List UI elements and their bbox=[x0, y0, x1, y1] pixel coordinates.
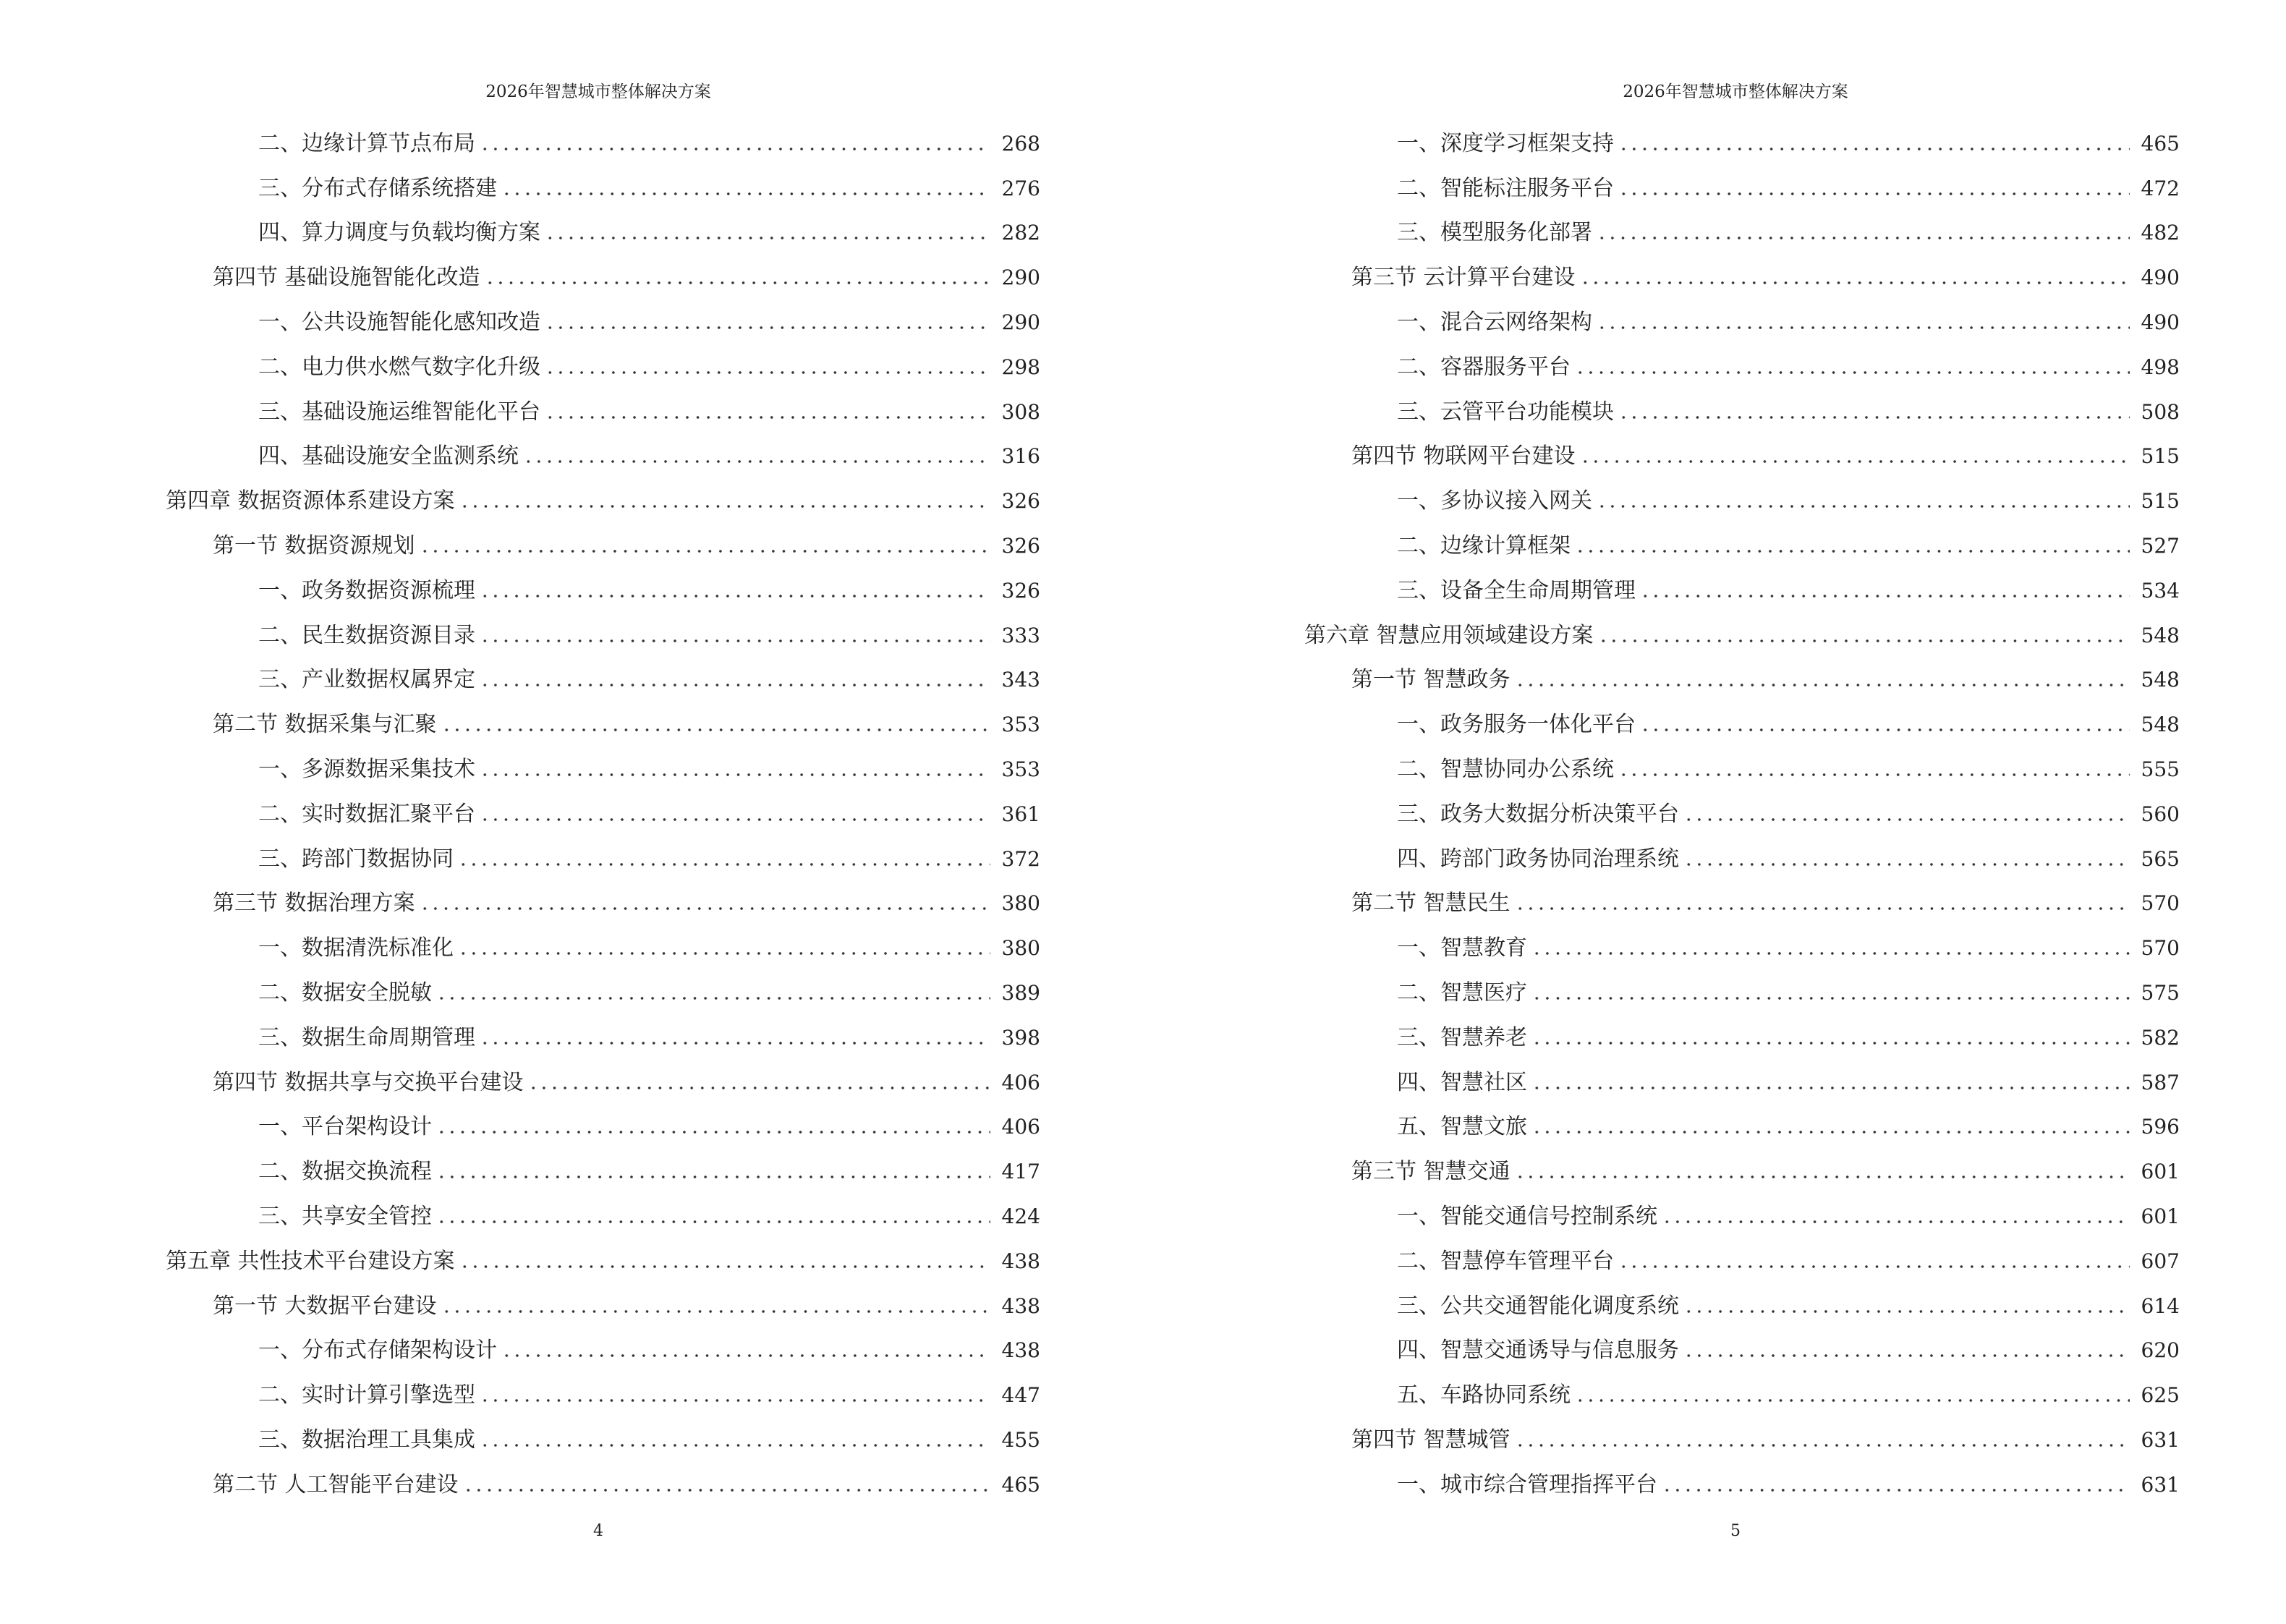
toc-subsection-entry[interactable] bbox=[166, 786, 1040, 831]
toc-entry-title: 二、实时数据汇聚平台 bbox=[258, 801, 475, 827]
toc-entry-page: 482 bbox=[2141, 221, 2180, 245]
toc-entry-page: 389 bbox=[1001, 980, 1040, 1005]
toc-entry-title: 四、智慧社区 bbox=[1397, 1069, 1527, 1095]
toc-subsection-entry[interactable] bbox=[166, 965, 1040, 1010]
dot-leader bbox=[1683, 1351, 2130, 1360]
dot-leader bbox=[1580, 279, 2130, 287]
toc-subsection-entry[interactable] bbox=[166, 1412, 1040, 1457]
dot-leader bbox=[1531, 949, 2130, 958]
toc-entry-title: 一、深度学习框架支持 bbox=[1397, 130, 1614, 156]
toc-entry-page: 490 bbox=[2141, 265, 2180, 290]
toc-section-entry[interactable] bbox=[166, 876, 1040, 921]
toc-entry-title: 第三节 智慧交通 bbox=[1351, 1159, 1510, 1185]
toc-section-entry[interactable] bbox=[166, 518, 1040, 563]
toc-entry-title: 五、车路协同系统 bbox=[1397, 1382, 1571, 1408]
toc-entry-page: 447 bbox=[1001, 1383, 1040, 1408]
dot-leader bbox=[480, 681, 990, 689]
toc-entry-page: 587 bbox=[2141, 1070, 2180, 1094]
toc-section-entry[interactable] bbox=[166, 1457, 1040, 1502]
toc-subsection-entry[interactable] bbox=[1304, 1233, 2180, 1278]
dot-leader bbox=[436, 1128, 990, 1136]
toc-subsection-entry[interactable] bbox=[166, 1144, 1040, 1189]
dot-leader bbox=[458, 949, 990, 958]
toc-subsection-entry[interactable] bbox=[166, 384, 1040, 429]
toc-entry-title: 三、数据治理工具集成 bbox=[258, 1427, 475, 1453]
toc-entry-title: 第一节 数据资源规划 bbox=[213, 532, 415, 558]
dot-leader bbox=[1662, 1217, 2130, 1226]
toc-entry-page: 353 bbox=[1001, 713, 1040, 737]
dot-leader bbox=[441, 1307, 990, 1316]
toc-entry-page: 424 bbox=[1001, 1204, 1040, 1228]
toc-entry-title: 三、跨部门数据协同 bbox=[258, 846, 454, 872]
toc-entry-page: 620 bbox=[2141, 1338, 2180, 1363]
toc-entry-page: 631 bbox=[2141, 1427, 2180, 1452]
dot-leader bbox=[1597, 502, 2130, 511]
toc-entry-title: 四、智慧交通诱导与信息服务 bbox=[1397, 1338, 1679, 1364]
toc-subsection-entry[interactable] bbox=[1304, 965, 2180, 1010]
toc-subsection-entry[interactable] bbox=[1304, 205, 2180, 250]
toc-entry-title: 三、设备全生命周期管理 bbox=[1397, 577, 1636, 603]
toc-subsection-entry[interactable] bbox=[1304, 563, 2180, 608]
toc-entry-title: 三、产业数据权属界定 bbox=[258, 667, 475, 693]
toc-entry-title: 第五章 共性技术平台建设方案 bbox=[166, 1248, 455, 1274]
running-header: 2026年智慧城市整体解决方案 bbox=[1623, 82, 1848, 101]
toc-subsection-entry[interactable] bbox=[1304, 697, 2180, 741]
toc-entry-page: 508 bbox=[2141, 399, 2180, 424]
toc-entry-page: 575 bbox=[2141, 980, 2180, 1005]
toc-subsection-entry[interactable] bbox=[166, 741, 1040, 786]
dot-leader bbox=[545, 323, 990, 332]
toc-entry-title: 一、政务数据资源梳理 bbox=[258, 577, 475, 603]
toc-subsection-entry[interactable] bbox=[1304, 741, 2180, 786]
toc-subsection-entry[interactable] bbox=[1304, 1189, 2180, 1233]
toc-subsection-entry[interactable] bbox=[1304, 1055, 2180, 1100]
toc-entry-title: 第四章 数据资源体系建设方案 bbox=[166, 488, 455, 514]
dot-leader bbox=[1640, 726, 2130, 734]
toc-entry-page: 406 bbox=[1001, 1115, 1040, 1139]
dot-leader bbox=[485, 279, 990, 287]
toc-entry-title: 第一节 智慧政务 bbox=[1351, 667, 1510, 693]
dot-leader bbox=[1515, 1441, 2130, 1450]
toc-subsection-entry[interactable] bbox=[166, 608, 1040, 652]
dot-leader bbox=[1618, 1262, 2130, 1271]
toc-subsection-entry[interactable] bbox=[1304, 518, 2180, 563]
toc-section-entry[interactable] bbox=[1304, 429, 2180, 474]
toc-entry-title: 二、智能标注服务平台 bbox=[1397, 175, 1614, 201]
dot-leader bbox=[523, 457, 990, 466]
dot-leader bbox=[1531, 1084, 2130, 1092]
toc-entry-page: 380 bbox=[1001, 891, 1040, 916]
dot-leader bbox=[480, 815, 990, 824]
toc-entry-page: 515 bbox=[2141, 444, 2180, 469]
dot-leader bbox=[1598, 637, 2130, 645]
toc-entry-page: 596 bbox=[2141, 1115, 2180, 1139]
toc-section-entry[interactable] bbox=[1304, 652, 2180, 697]
toc-entry-title: 三、智慧养老 bbox=[1397, 1024, 1527, 1050]
toc-entry-page: 290 bbox=[1001, 310, 1040, 334]
toc-entry-title: 二、智慧停车管理平台 bbox=[1397, 1248, 1614, 1274]
dot-leader bbox=[480, 145, 990, 153]
toc-subsection-entry[interactable] bbox=[1304, 1323, 2180, 1368]
toc-entry-title: 一、政务服务一体化平台 bbox=[1397, 712, 1636, 738]
toc-subsection-entry[interactable] bbox=[1304, 1100, 2180, 1144]
toc-entry-page: 582 bbox=[2141, 1025, 2180, 1050]
toc-entry-page: 534 bbox=[2141, 578, 2180, 603]
toc-subsection-entry[interactable] bbox=[166, 563, 1040, 608]
dot-leader bbox=[501, 1351, 990, 1360]
toc-subsection-entry[interactable] bbox=[166, 1323, 1040, 1368]
dot-leader bbox=[480, 770, 990, 779]
toc-subsection-entry[interactable] bbox=[1304, 294, 2180, 339]
dot-leader bbox=[436, 994, 990, 1003]
toc-entry-title: 三、分布式存储系统搭建 bbox=[258, 175, 497, 201]
toc-entry-page: 380 bbox=[1001, 936, 1040, 961]
toc-section-entry[interactable] bbox=[1304, 876, 2180, 921]
toc-subsection-entry[interactable] bbox=[166, 831, 1040, 876]
toc-subsection-entry[interactable] bbox=[1304, 1278, 2180, 1323]
toc-subsection-entry[interactable] bbox=[166, 1100, 1040, 1144]
toc-entry-page: 614 bbox=[2141, 1293, 2180, 1318]
dot-leader bbox=[1618, 190, 2130, 198]
toc-page-right bbox=[1143, 0, 2286, 1624]
toc-subsection-entry[interactable] bbox=[166, 1010, 1040, 1055]
toc-entry-title: 一、智能交通信号控制系统 bbox=[1397, 1203, 1657, 1229]
toc-subsection-entry[interactable] bbox=[1304, 786, 2180, 831]
toc-subsection-entry[interactable] bbox=[166, 1189, 1040, 1233]
toc-entry-title: 第四节 物联网平台建设 bbox=[1351, 443, 1576, 469]
toc-entry-title: 一、多源数据采集技术 bbox=[258, 756, 475, 782]
toc-section-entry[interactable] bbox=[1304, 1144, 2180, 1189]
toc-entry-title: 一、数据清洗标准化 bbox=[258, 935, 454, 961]
dot-leader bbox=[459, 502, 990, 511]
toc-subsection-entry[interactable] bbox=[1304, 831, 2180, 876]
toc-entry-title: 第二节 数据采集与汇聚 bbox=[213, 712, 437, 738]
toc-section-entry[interactable] bbox=[166, 250, 1040, 294]
toc-subsection-entry[interactable] bbox=[166, 339, 1040, 384]
toc-section-entry[interactable] bbox=[166, 1278, 1040, 1323]
toc-entry-title: 一、平台架构设计 bbox=[258, 1114, 432, 1140]
toc-entry-title: 第一节 大数据平台建设 bbox=[213, 1293, 437, 1319]
toc-entry-title: 第四节 智慧城管 bbox=[1351, 1427, 1510, 1453]
toc-subsection-entry[interactable] bbox=[166, 205, 1040, 250]
toc-section-entry[interactable] bbox=[1304, 250, 2180, 294]
toc-entry-page: 490 bbox=[2141, 310, 2180, 334]
dot-leader bbox=[463, 1486, 990, 1495]
dot-leader bbox=[1618, 145, 2130, 153]
toc-entry-page: 316 bbox=[1001, 444, 1040, 469]
dot-leader bbox=[1575, 368, 2130, 377]
toc-entry-title: 一、混合云网络架构 bbox=[1397, 309, 1592, 335]
toc-subsection-entry[interactable] bbox=[166, 652, 1040, 697]
toc-subsection-entry[interactable] bbox=[1304, 473, 2180, 518]
dot-leader bbox=[1531, 1039, 2130, 1047]
toc-entry-page: 282 bbox=[1001, 221, 1040, 245]
toc-entry-page: 353 bbox=[1001, 757, 1040, 781]
toc-section-entry[interactable] bbox=[166, 1055, 1040, 1100]
toc-subsection-entry[interactable] bbox=[1304, 384, 2180, 429]
toc-entry-title: 一、多协议接入网关 bbox=[1397, 488, 1592, 514]
toc-subsection-entry[interactable] bbox=[166, 920, 1040, 965]
toc-entry-title: 第三节 云计算平台建设 bbox=[1351, 265, 1576, 291]
toc-entry-page: 601 bbox=[2141, 1204, 2180, 1228]
toc-entry-page: 361 bbox=[1001, 802, 1040, 826]
toc-subsection-entry[interactable] bbox=[166, 161, 1040, 205]
toc-entry-page: 326 bbox=[1001, 489, 1040, 514]
toc-entry-title: 一、分布式存储架构设计 bbox=[258, 1338, 497, 1364]
dot-leader bbox=[545, 234, 990, 242]
toc-entry-page: 548 bbox=[2141, 713, 2180, 737]
dot-leader bbox=[441, 726, 990, 734]
toc-entry-title: 二、智慧协同办公系统 bbox=[1397, 756, 1614, 782]
toc-entry-title: 四、基础设施安全监测系统 bbox=[258, 443, 519, 469]
toc-entry-page: 625 bbox=[2141, 1383, 2180, 1408]
toc-chapter-entry[interactable] bbox=[166, 1233, 1040, 1278]
dot-leader bbox=[1531, 1128, 2130, 1136]
dot-leader bbox=[1575, 1396, 2130, 1405]
toc-entry-title: 三、模型服务化部署 bbox=[1397, 220, 1592, 246]
toc-chapter-entry[interactable] bbox=[1304, 608, 2180, 652]
toc-entry-page: 565 bbox=[2141, 846, 2180, 871]
toc-entry-title: 二、边缘计算框架 bbox=[1397, 532, 1571, 558]
dot-leader bbox=[1580, 457, 2130, 466]
toc-subsection-entry[interactable] bbox=[166, 116, 1040, 161]
dot-leader bbox=[480, 592, 990, 600]
toc-entry-page: 438 bbox=[1001, 1338, 1040, 1363]
toc-entry-title: 三、共享安全管控 bbox=[258, 1203, 432, 1229]
toc-entry-page: 298 bbox=[1001, 354, 1040, 379]
toc-entry-title: 第四节 基础设施智能化改造 bbox=[213, 265, 480, 291]
dot-leader bbox=[1575, 547, 2130, 556]
toc-entry-page: 548 bbox=[2141, 623, 2180, 647]
toc-entry-title: 四、跨部门政务协同治理系统 bbox=[1397, 846, 1679, 872]
toc-entry-page: 372 bbox=[1001, 846, 1040, 871]
table-of-contents bbox=[166, 116, 1040, 1502]
toc-subsection-entry[interactable] bbox=[1304, 920, 2180, 965]
toc-entry-title: 三、数据生命周期管理 bbox=[258, 1024, 475, 1050]
toc-entry-title: 四、算力调度与负载均衡方案 bbox=[258, 220, 540, 246]
toc-entry-page: 498 bbox=[2141, 354, 2180, 379]
dot-leader bbox=[1515, 1173, 2130, 1181]
toc-section-entry[interactable] bbox=[166, 697, 1040, 741]
dot-leader bbox=[1618, 770, 2130, 779]
toc-entry-page: 601 bbox=[2141, 1160, 2180, 1184]
toc-entry-page: 326 bbox=[1001, 533, 1040, 558]
toc-entry-page: 472 bbox=[2141, 176, 2180, 200]
toc-entry-page: 343 bbox=[1001, 668, 1040, 692]
toc-entry-title: 第三节 数据治理方案 bbox=[213, 890, 415, 917]
toc-entry-page: 308 bbox=[1001, 399, 1040, 424]
toc-entry-title: 第二节 智慧民生 bbox=[1351, 890, 1510, 917]
dot-leader bbox=[436, 1217, 990, 1226]
toc-entry-title: 五、智慧文旅 bbox=[1397, 1114, 1527, 1140]
toc-entry-page: 326 bbox=[1001, 578, 1040, 603]
dot-leader bbox=[480, 1396, 990, 1405]
dot-leader bbox=[480, 637, 990, 645]
toc-entry-title: 三、公共交通智能化调度系统 bbox=[1397, 1293, 1679, 1319]
toc-subsection-entry[interactable] bbox=[1304, 1367, 2180, 1412]
toc-entry-page: 465 bbox=[2141, 131, 2180, 156]
toc-subsection-entry[interactable] bbox=[1304, 1457, 2180, 1502]
toc-entry-page: 406 bbox=[1001, 1070, 1040, 1094]
toc-entry-title: 二、容器服务平台 bbox=[1397, 354, 1571, 380]
dot-leader bbox=[501, 190, 990, 198]
toc-entry-title: 一、公共设施智能化感知改造 bbox=[258, 309, 540, 335]
page-number: 5 bbox=[1730, 1522, 1741, 1540]
toc-entry-page: 438 bbox=[1001, 1293, 1040, 1318]
dot-leader bbox=[420, 547, 990, 556]
toc-entry-title: 三、基础设施运维智能化平台 bbox=[258, 399, 540, 425]
toc-entry-page: 527 bbox=[2141, 533, 2180, 558]
toc-entry-page: 631 bbox=[2141, 1472, 2180, 1497]
dot-leader bbox=[1683, 1307, 2130, 1316]
dot-leader bbox=[1597, 234, 2130, 242]
toc-entry-title: 二、电力供水燃气数字化升级 bbox=[258, 354, 540, 380]
table-of-contents bbox=[1304, 116, 2180, 1502]
dot-leader bbox=[458, 860, 990, 869]
toc-entry-title: 一、城市综合管理指挥平台 bbox=[1397, 1471, 1657, 1497]
toc-entry-page: 290 bbox=[1001, 265, 1040, 290]
toc-entry-page: 398 bbox=[1001, 1025, 1040, 1050]
dot-leader bbox=[459, 1262, 990, 1271]
toc-entry-title: 二、边缘计算节点布局 bbox=[258, 130, 475, 156]
toc-subsection-entry[interactable] bbox=[1304, 339, 2180, 384]
toc-subsection-entry[interactable] bbox=[1304, 1010, 2180, 1055]
dot-leader bbox=[1683, 815, 2130, 824]
toc-subsection-entry[interactable] bbox=[166, 294, 1040, 339]
toc-entry-page: 417 bbox=[1001, 1160, 1040, 1184]
toc-entry-title: 第二节 人工智能平台建设 bbox=[213, 1471, 459, 1497]
toc-entry-page: 333 bbox=[1001, 623, 1040, 647]
running-header: 2026年智慧城市整体解决方案 bbox=[485, 82, 711, 101]
toc-entry-page: 438 bbox=[1001, 1249, 1040, 1273]
toc-entry-page: 276 bbox=[1001, 176, 1040, 200]
toc-section-entry[interactable] bbox=[1304, 1412, 2180, 1457]
dot-leader bbox=[1515, 904, 2130, 913]
toc-entry-page: 607 bbox=[2141, 1249, 2180, 1273]
toc-entry-title: 一、智慧教育 bbox=[1397, 935, 1527, 961]
toc-entry-title: 二、民生数据资源目录 bbox=[258, 622, 475, 648]
toc-subsection-entry[interactable] bbox=[166, 1367, 1040, 1412]
toc-entry-page: 570 bbox=[2141, 891, 2180, 916]
toc-entry-page: 555 bbox=[2141, 757, 2180, 781]
toc-entry-title: 第六章 智慧应用领域建设方案 bbox=[1304, 622, 1594, 648]
dot-leader bbox=[436, 1173, 990, 1181]
dot-leader bbox=[420, 904, 990, 913]
dot-leader bbox=[480, 1441, 990, 1450]
dot-leader bbox=[1662, 1486, 2130, 1495]
toc-subsection-entry[interactable] bbox=[1304, 161, 2180, 205]
toc-entry-page: 548 bbox=[2141, 668, 2180, 692]
toc-entry-page: 455 bbox=[1001, 1427, 1040, 1452]
toc-entry-page: 465 bbox=[1001, 1472, 1040, 1497]
toc-entry-title: 第四节 数据共享与交换平台建设 bbox=[213, 1069, 524, 1095]
toc-entry-title: 二、智慧医疗 bbox=[1397, 979, 1527, 1006]
dot-leader bbox=[1531, 994, 2130, 1003]
toc-entry-page: 570 bbox=[2141, 936, 2180, 961]
toc-entry-page: 268 bbox=[1001, 131, 1040, 156]
toc-subsection-entry[interactable] bbox=[166, 429, 1040, 474]
toc-chapter-entry[interactable] bbox=[166, 473, 1040, 518]
dot-leader bbox=[1683, 860, 2130, 869]
dot-leader bbox=[545, 368, 990, 377]
toc-entry-title: 二、数据安全脱敏 bbox=[258, 979, 432, 1006]
dot-leader bbox=[1618, 413, 2130, 422]
toc-entry-title: 二、数据交换流程 bbox=[258, 1159, 432, 1185]
toc-entry-title: 二、实时计算引擎选型 bbox=[258, 1382, 475, 1408]
dot-leader bbox=[480, 1039, 990, 1047]
dot-leader bbox=[1515, 681, 2130, 689]
dot-leader bbox=[1597, 323, 2130, 332]
toc-entry-page: 560 bbox=[2141, 802, 2180, 826]
page-number: 4 bbox=[593, 1522, 603, 1540]
toc-entry-title: 三、政务大数据分析决策平台 bbox=[1397, 801, 1679, 827]
dot-leader bbox=[528, 1084, 990, 1092]
toc-subsection-entry[interactable] bbox=[1304, 116, 2180, 161]
dot-leader bbox=[1640, 592, 2130, 600]
toc-entry-page: 515 bbox=[2141, 489, 2180, 514]
toc-entry-title: 三、云管平台功能模块 bbox=[1397, 399, 1614, 425]
dot-leader bbox=[545, 413, 990, 422]
